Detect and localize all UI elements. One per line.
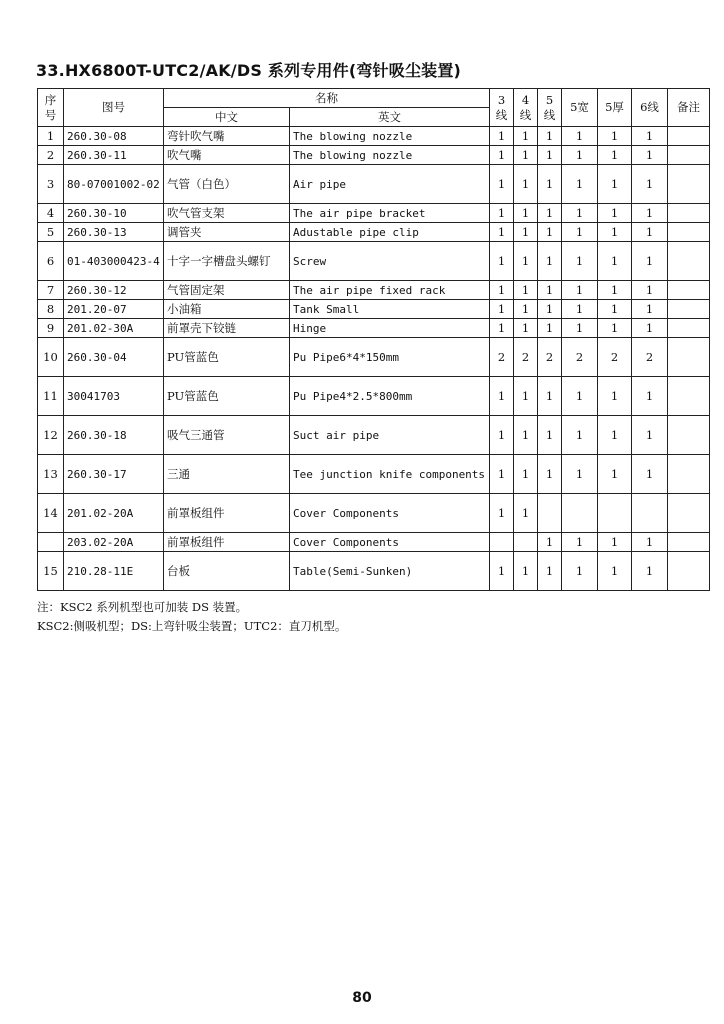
row-part-no: 260.30-17 [64, 455, 164, 494]
row-qty: 1 [632, 455, 668, 494]
row-seq: 4 [38, 204, 64, 223]
row-part-no: 201.02-20A [64, 494, 164, 533]
row-qty: 1 [514, 242, 538, 281]
row-name-cn: 气管（白色） [164, 165, 290, 204]
row-qty: 1 [632, 127, 668, 146]
header-col-2: 4线 [514, 89, 538, 127]
row-name-cn: 前罩板组件 [164, 494, 290, 533]
row-qty: 1 [538, 552, 562, 591]
row-name-cn: 吹气嘴 [164, 146, 290, 165]
row-name-cn: PU管蓝色 [164, 338, 290, 377]
table-row [38, 300, 710, 319]
row-qty: 1 [562, 416, 598, 455]
row-seq: 5 [38, 223, 64, 242]
row-remark [668, 416, 710, 455]
row-qty: 1 [514, 377, 538, 416]
row-name-en: The blowing nozzle [290, 127, 490, 146]
row-qty: 1 [562, 319, 598, 338]
row-qty: 1 [562, 533, 598, 552]
header-part-no: 图号 [64, 89, 164, 127]
row-qty: 2 [514, 338, 538, 377]
table-row [38, 146, 710, 165]
row-qty: 1 [632, 223, 668, 242]
row-qty: 1 [632, 416, 668, 455]
row-qty: 1 [514, 165, 538, 204]
row-part-no: 260.30-08 [64, 127, 164, 146]
table-row [38, 319, 710, 338]
header-name-cn: 中文 [164, 108, 290, 127]
row-seq: 7 [38, 281, 64, 300]
row-qty [514, 533, 538, 552]
row-qty: 1 [598, 416, 632, 455]
header-col-3: 5线 [538, 89, 562, 127]
row-seq: 9 [38, 319, 64, 338]
row-remark [668, 338, 710, 377]
row-qty: 1 [490, 377, 514, 416]
row-part-no: 210.28-11E [64, 552, 164, 591]
table-row [38, 204, 710, 223]
row-qty: 1 [598, 455, 632, 494]
row-qty: 1 [632, 377, 668, 416]
row-qty: 1 [490, 494, 514, 533]
row-name-cn: 吹气管支架 [164, 204, 290, 223]
row-name-en: The air pipe fixed rack [290, 281, 490, 300]
page-number: 80 [352, 990, 372, 1006]
table-row [38, 242, 710, 281]
row-qty: 1 [538, 300, 562, 319]
row-qty: 1 [538, 223, 562, 242]
row-remark [668, 223, 710, 242]
row-name-cn: 前罩壳下铰链 [164, 319, 290, 338]
row-name-en: The air pipe bracket [290, 204, 490, 223]
row-qty [598, 494, 632, 533]
row-remark [668, 494, 710, 533]
row-part-no: 203.02-20A [64, 533, 164, 552]
row-qty: 1 [598, 242, 632, 281]
notes [37, 598, 346, 636]
row-qty: 1 [562, 455, 598, 494]
row-part-no: 01-403000423-4 [64, 242, 164, 281]
table-row [38, 416, 710, 455]
row-qty: 1 [514, 416, 538, 455]
row-remark [668, 165, 710, 204]
row-qty: 1 [538, 377, 562, 416]
row-qty: 1 [632, 281, 668, 300]
row-name-en: Cover Components [290, 533, 490, 552]
header-col-6: 6线 [632, 89, 668, 127]
row-qty: 1 [598, 127, 632, 146]
row-qty: 1 [490, 300, 514, 319]
row-name-cn: 三通 [164, 455, 290, 494]
row-qty: 1 [562, 281, 598, 300]
row-qty: 1 [514, 281, 538, 300]
row-part-no: 30041703 [64, 377, 164, 416]
row-remark [668, 455, 710, 494]
row-seq: 11 [38, 377, 64, 416]
row-remark [668, 300, 710, 319]
parts-table-body [38, 127, 710, 591]
row-qty: 1 [598, 300, 632, 319]
row-qty: 1 [514, 146, 538, 165]
row-part-no: 201.02-30A [64, 319, 164, 338]
row-remark [668, 127, 710, 146]
row-name-cn: 十字一字槽盘头螺钉 [164, 242, 290, 281]
row-qty [538, 494, 562, 533]
row-qty: 1 [490, 223, 514, 242]
row-seq: 14 [38, 494, 64, 533]
row-name-en: Cover Components [290, 494, 490, 533]
row-qty: 1 [598, 165, 632, 204]
row-qty: 1 [632, 146, 668, 165]
row-qty: 1 [632, 204, 668, 223]
row-qty: 2 [562, 338, 598, 377]
row-qty: 2 [598, 338, 632, 377]
row-qty: 1 [514, 319, 538, 338]
table-row [38, 281, 710, 300]
row-name-en: Adustable pipe clip [290, 223, 490, 242]
row-qty: 1 [538, 146, 562, 165]
row-qty: 1 [514, 127, 538, 146]
row-name-cn: 调管夹 [164, 223, 290, 242]
row-qty: 1 [562, 552, 598, 591]
row-qty: 1 [598, 533, 632, 552]
row-name-en: Screw [290, 242, 490, 281]
header-col-4: 5宽 [562, 89, 598, 127]
row-remark [668, 146, 710, 165]
row-qty: 1 [538, 127, 562, 146]
row-qty: 1 [598, 319, 632, 338]
parts-table [37, 88, 710, 591]
row-qty [632, 494, 668, 533]
row-part-no: 260.30-12 [64, 281, 164, 300]
row-part-no: 201.20-07 [64, 300, 164, 319]
row-qty: 1 [490, 204, 514, 223]
row-qty: 1 [538, 533, 562, 552]
row-qty: 1 [514, 494, 538, 533]
row-qty: 1 [632, 552, 668, 591]
row-qty: 1 [562, 127, 598, 146]
row-qty: 2 [538, 338, 562, 377]
row-seq: 8 [38, 300, 64, 319]
row-qty: 1 [490, 242, 514, 281]
header-row [38, 89, 710, 108]
table-row [38, 338, 710, 377]
row-part-no: 80-07001002-02 [64, 165, 164, 204]
row-qty: 1 [598, 204, 632, 223]
row-name-en: Tank Small [290, 300, 490, 319]
row-seq: 15 [38, 552, 64, 591]
row-seq: 1 [38, 127, 64, 146]
row-remark [668, 377, 710, 416]
row-qty: 1 [562, 377, 598, 416]
page-title: 33.HX6800T-UTC2/AK/DS 系列专用件(弯针吸尘装置) [36, 61, 462, 80]
row-qty: 1 [490, 416, 514, 455]
table-row [38, 552, 710, 591]
row-qty: 1 [562, 146, 598, 165]
row-qty: 1 [490, 146, 514, 165]
header-remark: 备注 [668, 89, 710, 127]
row-qty: 1 [538, 319, 562, 338]
row-part-no: 260.30-18 [64, 416, 164, 455]
row-seq: 12 [38, 416, 64, 455]
row-name-en: Suct air pipe [290, 416, 490, 455]
row-qty: 1 [632, 165, 668, 204]
header-col-5: 5厚 [598, 89, 632, 127]
row-qty: 1 [490, 165, 514, 204]
row-name-cn: 气管固定架 [164, 281, 290, 300]
row-seq: 13 [38, 455, 64, 494]
row-name-en: Pu Pipe6*4*150mm [290, 338, 490, 377]
row-qty: 1 [632, 300, 668, 319]
row-qty: 1 [538, 455, 562, 494]
table-row [38, 127, 710, 146]
row-name-cn: 前罩板组件 [164, 533, 290, 552]
row-qty: 1 [632, 533, 668, 552]
row-qty: 1 [490, 319, 514, 338]
row-qty [490, 533, 514, 552]
table-row [38, 223, 710, 242]
row-remark [668, 319, 710, 338]
header-name-en: 英文 [290, 108, 490, 127]
row-qty: 1 [514, 204, 538, 223]
row-remark [668, 242, 710, 281]
row-qty: 1 [538, 242, 562, 281]
row-qty: 2 [490, 338, 514, 377]
table-row [38, 494, 710, 533]
row-qty: 1 [562, 204, 598, 223]
row-qty: 1 [562, 165, 598, 204]
row-qty: 1 [538, 416, 562, 455]
row-seq: 3 [38, 165, 64, 204]
row-qty: 1 [562, 223, 598, 242]
row-qty: 1 [514, 552, 538, 591]
header-name: 名称 [164, 89, 490, 108]
row-remark [668, 204, 710, 223]
row-qty: 1 [598, 223, 632, 242]
row-qty: 1 [562, 242, 598, 281]
row-name-en: Table(Semi-Sunken) [290, 552, 490, 591]
row-seq [38, 533, 64, 552]
row-seq: 10 [38, 338, 64, 377]
row-qty: 2 [632, 338, 668, 377]
row-qty: 1 [632, 319, 668, 338]
row-qty: 1 [514, 455, 538, 494]
header-seq: 序号 [38, 89, 64, 127]
row-name-en: Air pipe [290, 165, 490, 204]
row-remark [668, 552, 710, 591]
row-name-en: The blowing nozzle [290, 146, 490, 165]
row-name-en: Tee junction knife components [290, 455, 490, 494]
table-row [38, 377, 710, 416]
row-qty: 1 [514, 223, 538, 242]
row-name-cn: 台板 [164, 552, 290, 591]
row-part-no: 260.30-10 [64, 204, 164, 223]
row-qty: 1 [490, 455, 514, 494]
row-qty: 1 [490, 127, 514, 146]
row-part-no: 260.30-13 [64, 223, 164, 242]
table-row [38, 533, 710, 552]
header-col-1: 3线 [490, 89, 514, 127]
row-name-en: Hinge [290, 319, 490, 338]
row-name-cn: 弯针吹气嘴 [164, 127, 290, 146]
row-qty: 1 [538, 204, 562, 223]
row-name-cn: PU管蓝色 [164, 377, 290, 416]
row-name-cn: 小油箱 [164, 300, 290, 319]
note-line: KSC2:侧吸机型；DS:上弯针吸尘装置；UTC2：直刀机型。 [37, 619, 347, 633]
row-qty: 1 [490, 552, 514, 591]
row-name-cn: 吸气三通管 [164, 416, 290, 455]
row-qty: 1 [598, 552, 632, 591]
row-part-no: 260.30-04 [64, 338, 164, 377]
row-qty: 1 [562, 300, 598, 319]
row-qty: 1 [632, 242, 668, 281]
row-remark [668, 281, 710, 300]
row-remark [668, 533, 710, 552]
row-qty: 1 [598, 281, 632, 300]
row-qty: 1 [538, 281, 562, 300]
row-qty: 1 [514, 300, 538, 319]
row-seq: 2 [38, 146, 64, 165]
row-qty: 1 [598, 377, 632, 416]
row-part-no: 260.30-11 [64, 146, 164, 165]
row-name-en: Pu Pipe4*2.5*800mm [290, 377, 490, 416]
table-row [38, 165, 710, 204]
row-qty: 1 [538, 165, 562, 204]
row-qty [562, 494, 598, 533]
row-seq: 6 [38, 242, 64, 281]
note-line: 注：KSC2 系列机型也可加装 DS 装置。 [37, 600, 248, 614]
table-row [38, 455, 710, 494]
row-qty: 1 [598, 146, 632, 165]
row-qty: 1 [490, 281, 514, 300]
